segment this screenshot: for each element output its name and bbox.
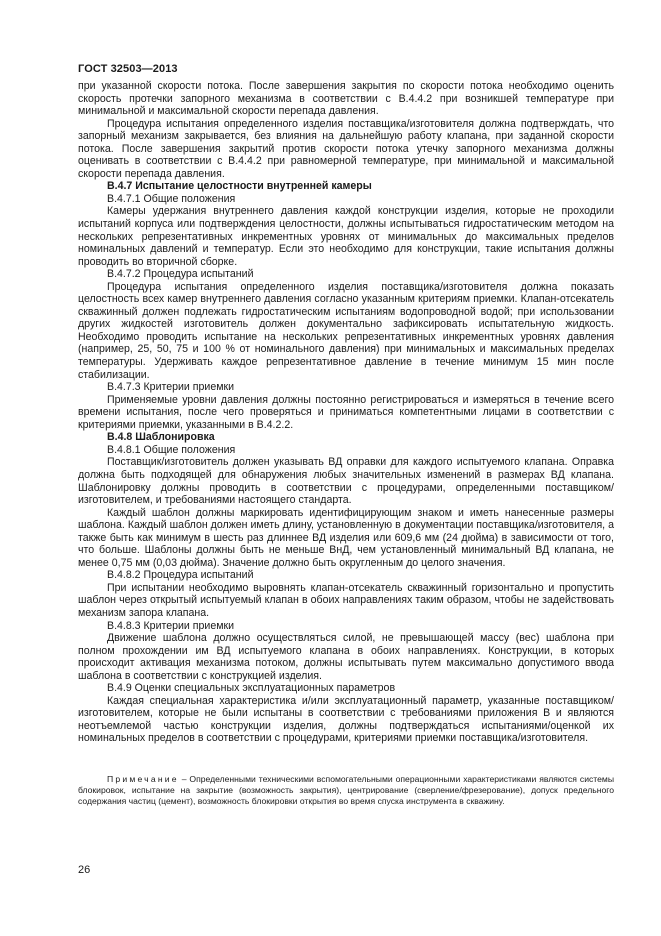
section-heading: В.4.8 Шаблонировка [107,431,215,444]
subsection-heading: В.4.8.2 Процедура испытаний [107,569,254,582]
subsection-heading: В.4.8.3 Критерии приемки [107,619,235,632]
paragraph: при указанной скорости потока. После завершения закрытия по скорости потока необходимо оценить скорость протечки запорного механизма в соответствии с В.4.4.2 при возникшей температуре при минимальной и максимальной скорости перепада давления. [78,80,614,118]
note-text: – Определенными техническими вспомогательными операционными характеристиками являются системы блокировок, испытание на закрытие (возможность закрытия), центрирование (сверление/фрезерование), допуск предельного содержания частиц (цемент), возможность блокировки открытия во время спуска инструмента в скважину. [78,774,614,806]
paragraph: Процедура испытания определенного изделия поставщика/изготовителя должна показать целостность всех камер внутреннего давления согласно указанным критериям приемки. Клапан-отсекатель скважинный должен подлежать гидростатическим испытаниям водопроводной водой; при использовании других жидкостей изготовитель должен документально зафиксировать испытательную жидкость. Необходимо проводить испытание на нескольких репрезентативных инкрементных уровнях давления (например, 25, 50, 75 и 100 % от номинального давления) при минимальных и максимальных пределах температуры. Удерживать каждое репрезентативное давление в течение минимум 15 мин после стабилизации. [78,280,614,381]
subsection-heading: В.4.9 Оценки специальных эксплуатационных параметров [107,682,396,695]
paragraph: Каждая специальная характеристика и/или эксплуатационный параметр, указанные поставщиком/изготовителем, которые не были испытаны в соответствии с требованиями приложения В и являются неотъемлемой частью конструкции изделия, должны подтверждаться испытаниями/оценкой их номинальных пределов в соответствии с процедурами, критериями приемки поставщика/изготовителя. [78,694,614,745]
subsection-heading: В.4.7.3 Критерии приемки [107,381,235,394]
page-number: 26 [78,864,91,876]
subsection-heading: В.4.8.1 Общие положения [107,443,236,456]
subsection-heading: В.4.7.1 Общие положения [107,192,236,205]
note-label: Примечание [107,774,179,784]
paragraph: Каждый шаблон должны маркировать идентифицирующим знаком и иметь нанесенные размеры шаблона. Каждый шаблон должен иметь длину, установленную в документации поставщика/изготовителя, а также быть как минимум в шесть раз длиннее ВД изделия или 609,6 мм (24 дюйма) в зависимости от того, что больше. Шаблоны должны быть не меньше ВнД, чем установленный минимальный ВД клапана, не менее 0,75 мм (0,03 дюйма). Значение должно быть округленным до целого значения. [78,506,614,569]
section-heading: В.4.7 Испытание целостности внутренней камеры [107,180,372,193]
document-body [78,80,614,745]
paragraph: Поставщик/изготовитель должен указывать ВД оправки для каждого испытуемого клапана. Оправка должна быть подходящей для обнаружения любых значительных изменений в размерах ВД клапана. Шаблонировку должны проводить в соответствии с процедурами, определенными поставщиком/изготовителем, и требованиями настоящего стандарта. [78,456,614,507]
document-header: ГОСТ 32503—2013 [78,63,178,75]
footnote [78,774,614,806]
paragraph: Процедура испытания определенного изделия поставщика/изготовителя должна подтверждать, что запорный механизм закрывается, без влияния на дальнейшую работу клапана, при заданной скорости потока. После завершения закрытий против скорости потока утечку запорного механизма должны оценивать в соответствии с В.4.4.2 при равномерной температуре, при минимальной и максимальной скорости перепада давления. [78,117,614,180]
paragraph: При испытании необходимо выровнять клапан-отсекатель скважинный горизонтально и пропустить шаблон через открытый испытуемый клапан в обоих направлениях таким образом, чтобы не задействовать механизм запора клапана. [78,581,614,619]
subsection-heading: В.4.7.2 Процедура испытаний [107,268,254,281]
paragraph: Камеры удержания внутреннего давления каждой конструкции изделия, которые не проходили испытаний корпуса или подтверждения целостности, должны испытываться гидростатическим методом на нескольких репрезентативных инкрементных уровнях от минимальных до максимальных пределов номинальных давлений и температур. Если это необходимо для конструкции, такие испытания должны проводить во вторичной сборке. [78,205,614,268]
paragraph: Движение шаблона должно осуществляться силой, не превышающей массу (вес) шаблона при полном прохождении им ВД испытуемого клапана в обоих направлениях. Конструкции, в которых происходит активация механизма потоком, должны испытывать путем максимально допустимого ввода шаблона в соответствии с конструкцией изделия. [78,632,614,682]
paragraph: Применяемые уровни давления должны постоянно регистрироваться и измеряться в течение всего времени испытания, после чего проверяться и приниматься компетентными лицами в соответствии с критериями приемки, указанными в В.4.2.2. [78,393,614,431]
